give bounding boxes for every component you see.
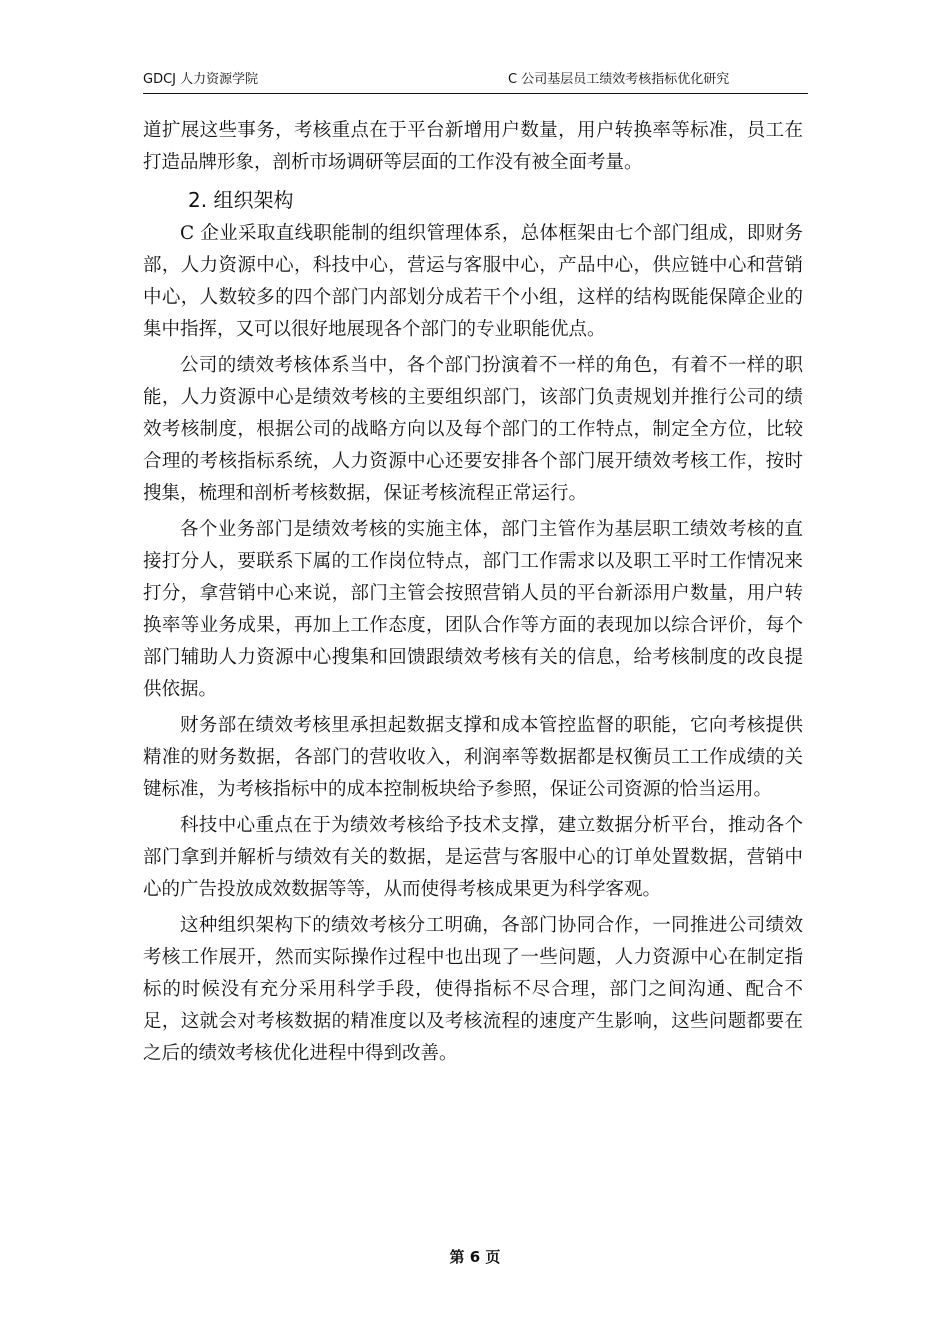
paragraph-summary: 这种组织架构下的绩效考核分工明确，各部门协同合作，一同推进公司绩效考核工作展开，然而实际操作过程中也出现了一些问题，人力资源中心在制定指标的时候没有充分采用科学手段，使得指标不尽合理，部门之间沟通、配合不足，这就会对考核数据的精准度以及考核流程的速度产生影响，这些问题都要在之后的绩效考核优化进程中得到改善。: [143, 915, 803, 1064]
paragraph-hr-center-role: 公司的绩效考核体系当中，各个部门扮演着不一样的角色，有着不一样的职能，人力资源中心是绩效考核的主要组织部门，该部门负责规划并推行公司的绩效考核制度，根据公司的战略方向以及每个部门的工作特点，制定全方位，比较合理的考核指标系统，人力资源中心还要安排各个部门展开绩效考核工作，按时搜集，梳理和剖析考核数据，保证考核流程正常运行。: [143, 355, 803, 504]
header-paper-title: C 公司基层员工绩效考核指标优化研究: [508, 72, 730, 87]
page-number: 第 6 页: [449, 1248, 501, 1266]
paragraph-continued: 道扩展这些事务，考核重点在于平台新增用户数量，用户转换率等标准，员工在打造品牌形象，剖析市场调研等层面的工作没有被全面考量。: [143, 120, 803, 173]
section-heading: 2. 组织架构: [188, 188, 294, 212]
page-header: [143, 70, 808, 90]
paragraph-technology-center-role: 科技中心重点在于为绩效考核给予技术支撑，建立数据分析平台，推动各个部门拿到并解析与绩效有关的数据，是运营与客服中心的订单处置数据，营销中心的广告投放成效数据等等，从而使得考核成果更为科学客观。: [143, 815, 803, 900]
page-body: [143, 115, 803, 1074]
paragraph-structure-overview: C 企业采取直线职能制的组织管理体系，总体框架由七个部门组成，即财务部，人力资源中心，科技中心，营运与客服中心，产品中心，供应链中心和营销中心，人数较多的四个部门内部划分成若干个小组，这样的结构既能保障企业的集中指挥，又可以很好地展现各个部门的专业职能优点。: [143, 223, 803, 340]
paragraph-business-departments-role: 各个业务部门是绩效考核的实施主体，部门主管作为基层职工绩效考核的直接打分人，要联系下属的工作岗位特点，部门工作需求以及职工平时工作情况来打分，拿营销中心来说，部门主管会按照营销人员的平台新添用户数量，用户转换率等业务成果，再加上工作态度，团队合作等方面的表现加以综合评价，每个部门辅助人力资源中心搜集和回馈跟绩效考核有关的信息，给考核制度的改良提供依据。: [143, 519, 803, 700]
header-divider: [143, 93, 808, 94]
header-institution: GDCJ 人力资源学院: [143, 72, 259, 87]
paragraph-finance-role: 财务部在绩效考核里承担起数据支撑和成本管控监督的职能，它向考核提供精准的财务数据，各部门的营收收入，利润率等数据都是权衡员工工作成绩的关键标准，为考核指标中的成本控制板块给予参照，保证公司资源的恰当运用。: [143, 715, 803, 800]
